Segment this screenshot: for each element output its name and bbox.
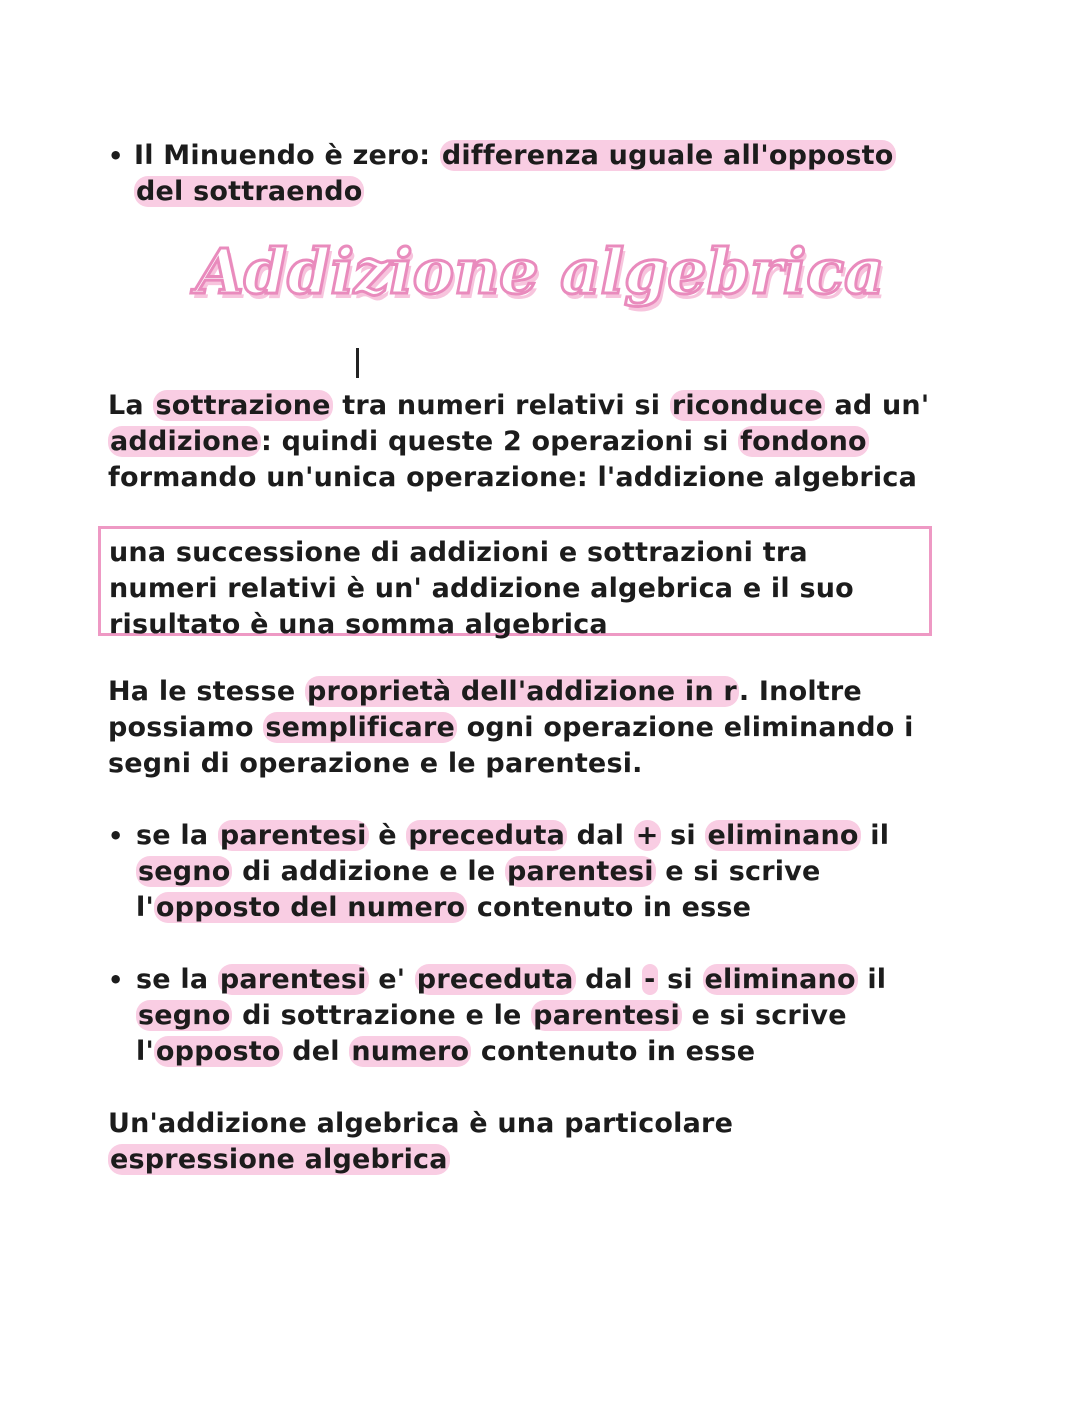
highlight-text: semplificare xyxy=(265,712,455,743)
rule-plus-sign xyxy=(136,818,956,926)
text-run: il xyxy=(860,820,890,851)
text-run: : quindi queste 2 operazioni si xyxy=(260,426,739,457)
rule-minus-sign xyxy=(136,962,936,1070)
text-run: tra numeri relativi si xyxy=(332,390,670,421)
text-run: ad un' xyxy=(824,390,930,421)
text-run: del xyxy=(282,1036,350,1067)
text-run: Un'addizione algebrica è una particolare xyxy=(108,1108,734,1139)
text-run: . Inoltre possiamo xyxy=(108,676,862,743)
properties-paragraph xyxy=(108,674,968,782)
text-run: si xyxy=(657,964,703,995)
text-run: se la xyxy=(136,820,218,851)
text-run: contenuto in esse xyxy=(467,892,752,923)
highlight-text: parentesi xyxy=(219,820,367,851)
highlight-text: preceduta xyxy=(416,964,574,995)
highlight-text: segno xyxy=(138,856,231,887)
definition-text: una successione di addizioni e sottrazioni tra numeri relativi è un' addizione algebrica e il suo risultato è una somma algebrica xyxy=(109,537,854,640)
text-run: formando un'unica operazione: l'addizione algebrica xyxy=(108,462,918,493)
highlight-text: proprietà dell'addizione in r xyxy=(306,676,737,707)
highlight-text: preceduta xyxy=(408,820,566,851)
text-run: e' xyxy=(368,964,415,995)
highlight-text: - xyxy=(644,964,656,995)
closing-paragraph xyxy=(108,1106,908,1178)
highlight-text: eliminano xyxy=(707,820,859,851)
highlight-text: fondono xyxy=(740,426,867,457)
highlight-text: opposto xyxy=(155,1036,281,1067)
text-run: La xyxy=(108,390,154,421)
highlight-text: numero xyxy=(351,1036,470,1067)
highlight-text: riconduce xyxy=(671,390,823,421)
highlight-text: parentesi xyxy=(533,1000,680,1031)
text-run: se la xyxy=(136,964,218,995)
text-run: ogni operazione eliminando i segni di operazione e le parentesi. xyxy=(108,712,914,779)
highlight-text: parentesi xyxy=(219,964,367,995)
text-run: si xyxy=(660,820,706,851)
text-run: dal xyxy=(575,964,643,995)
definition-box xyxy=(98,526,932,640)
bullet-dot: • xyxy=(108,966,124,994)
text-run: dal xyxy=(567,820,634,851)
intro-paragraph xyxy=(108,388,968,496)
text-run: è xyxy=(368,820,407,851)
highlight-text: differenza uguale all'opposto del sottraendo xyxy=(136,140,894,207)
highlight-text: sottrazione xyxy=(155,390,331,421)
text-cursor xyxy=(356,348,359,378)
note-prefix: Il Minuendo è zero: xyxy=(134,140,440,171)
bullet-dot: • xyxy=(108,822,124,850)
text-run: Ha le stesse xyxy=(108,676,305,707)
page-title: Addizione algebrica xyxy=(195,235,885,308)
text-run: di addizione e le xyxy=(232,856,505,887)
highlight-text: + xyxy=(635,820,659,851)
highlight-text: opposto del numero xyxy=(155,892,466,923)
text-run: di sottrazione e le xyxy=(232,1000,532,1031)
text-run: il xyxy=(857,964,887,995)
highlight-text: eliminano xyxy=(704,964,856,995)
text-run: e si scrive l' xyxy=(136,856,821,923)
highlight-text: parentesi xyxy=(506,856,654,887)
bullet-dot: • xyxy=(108,142,124,170)
highlight-text: espressione algebrica xyxy=(110,1144,448,1175)
minuend-zero-note xyxy=(134,138,934,210)
highlight-text: segno xyxy=(138,1000,231,1031)
text-run: e si scrive l' xyxy=(136,1000,847,1067)
text-run: contenuto in esse xyxy=(471,1036,756,1067)
highlight-text: addizione xyxy=(110,426,259,457)
